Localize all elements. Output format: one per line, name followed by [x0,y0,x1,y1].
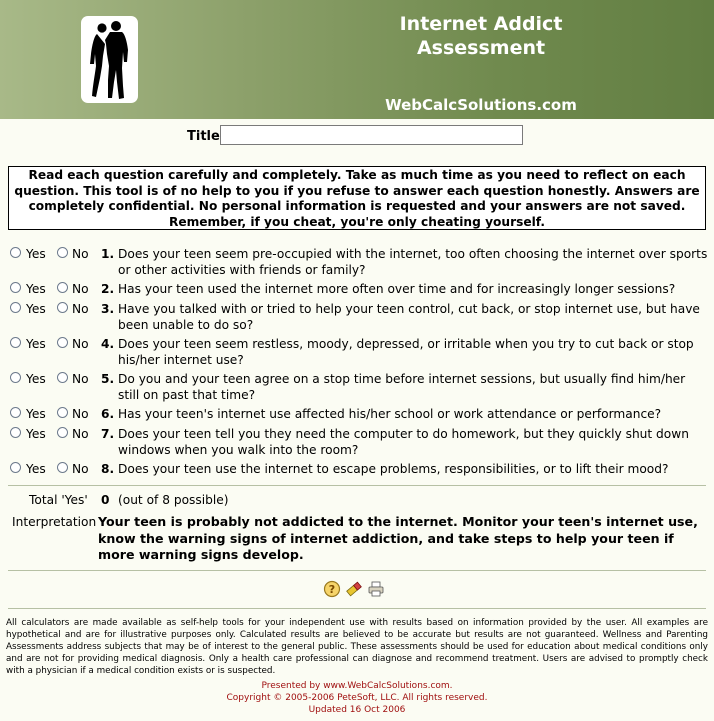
question-text: Does your teen seem pre-occupied with the internet, too often choosing the internet over sports or other activities with friends or family? [118,247,708,277]
no-label: No [72,462,89,476]
page-title [366,12,596,60]
question-text: Do you and your teen agree on a stop time before internet sessions, but usually find him/her still on past that time? [118,372,686,402]
title-line-2: Assessment [416,37,546,59]
yes-radio[interactable] [10,427,21,438]
couple-silhouette-logo [81,16,138,103]
question-text: Does your teen tell you they need the computer to do homework, but they quickly shut down windows when you walk into the room? [118,427,689,457]
yes-radio[interactable] [10,462,21,473]
no-label: No [72,337,89,351]
divider [8,485,706,486]
eraser-icon[interactable] [345,580,363,598]
legal-disclaimer: All calculators are made available as self-help tools for your independent use with results based on information provided by the user. All examples are hypothetical and are for illustrative purposes only. Calculated results are believed to be accurate but results are not guaranteed. Wellness and Parenting Assessments address subjects that may be of interest to the general public. These assessments should be used for education about medical conditions only and are not for providing medical diagnosis. Only a health care professional can diagnose and recommend treatment. Users are advised to promptly check with a physician if a medical condition exists or is suspected. [6,618,708,676]
footer-copyright: Copyright © 2005-2006 PeteSoft, LLC. All rights reserved. [226,693,488,703]
question-number: 8. [101,462,115,476]
no-radio[interactable] [57,282,68,293]
interpretation-text: Your teen is probably not addicted to the internet. Monitor your teen's internet use, know the warning signs of internet addiction, and take steps to help your teen if more warning signs develop. [98,514,698,562]
no-radio[interactable] [57,462,68,473]
yes-radio[interactable] [10,302,21,313]
yes-label: Yes [26,282,46,296]
total-yes-value: 0 [101,493,110,507]
printer-icon[interactable] [367,580,385,598]
question-number: 6. [101,407,115,421]
yes-radio[interactable] [10,407,21,418]
title-row [0,125,714,147]
help-icon[interactable] [323,580,341,598]
question-number: 7. [101,427,115,441]
footer-presented: Presented by www.WebCalcSolutions.com. [261,681,453,691]
no-radio[interactable] [57,302,68,313]
total-yes-note: (out of 8 possible) [118,493,229,507]
yes-label: Yes [26,462,46,476]
yes-radio[interactable] [10,247,21,258]
question-text: Does your teen seem restless, moody, depressed, or irritable when you try to cut back or stop his/her internet use? [118,337,694,367]
yes-label: Yes [26,407,46,421]
yes-label: Yes [26,247,46,261]
divider [8,570,706,571]
yes-radio[interactable] [10,282,21,293]
title-input[interactable] [220,125,523,145]
yes-radio[interactable] [10,372,21,383]
instructions-notice: Read each question carefully and completely. Take as much time as you need to reflect on each question. This tool is of no help to you if you refuse to answer each question honestly. Answers are completely confidential. No personal information is requested and your answers are not saved. Remember, if you cheat, you're only cheating yourself. [8,166,706,230]
question-text: Has your teen's internet use affected his/her school or work attendance or performance? [118,407,662,421]
footer-updated: Updated 16 Oct 2006 [308,705,406,715]
no-radio[interactable] [57,372,68,383]
total-yes-label: Total 'Yes' [29,493,88,507]
no-radio[interactable] [57,337,68,348]
yes-label: Yes [26,337,46,351]
question-number: 4. [101,337,115,351]
no-label: No [72,247,89,261]
question-number: 5. [101,372,115,386]
question-number: 3. [101,302,115,316]
yes-label: Yes [26,427,46,441]
no-radio[interactable] [57,247,68,258]
no-label: No [72,372,89,386]
question-text: Have you talked with or tried to help your teen control, cut back, or stop internet use, but have been unable to do so? [118,302,700,332]
question-text: Has your teen used the internet more often over time and for increasingly longer sessions? [118,282,676,296]
yes-radio[interactable] [10,337,21,348]
no-radio[interactable] [57,427,68,438]
yes-label: Yes [26,302,46,316]
question-number: 2. [101,282,115,296]
header-banner [0,0,714,119]
question-number: 1. [101,247,115,261]
no-label: No [72,302,89,316]
title-label: Title [187,129,220,144]
question-text: Does your teen use the internet to escape problems, responsibilities, or to lift their mood? [118,462,669,476]
no-radio[interactable] [57,407,68,418]
yes-label: Yes [26,372,46,386]
svg-text:?: ? [328,583,336,596]
no-label: No [72,427,89,441]
divider [8,608,706,609]
no-label: No [72,407,89,421]
site-name: WebCalcSolutions.com [385,96,577,114]
no-label: No [72,282,89,296]
title-line-1: Internet Addict [399,13,563,35]
interpretation-label: Interpretation [12,515,97,529]
